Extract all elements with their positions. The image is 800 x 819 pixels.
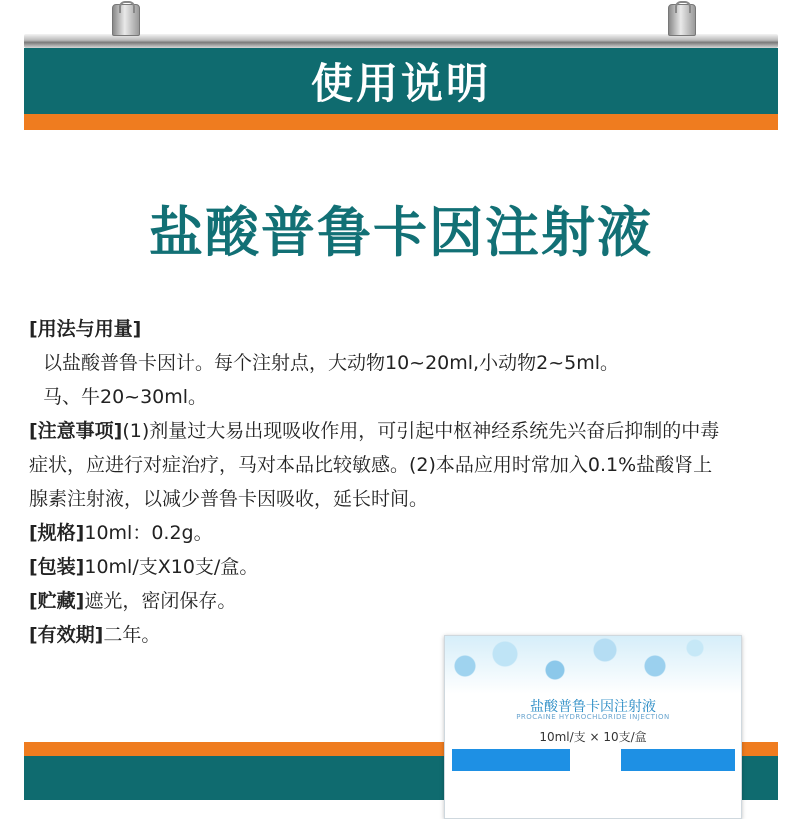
validity-label: [有效期] — [29, 624, 104, 646]
usage-line-2: 马、牛20~30ml。 — [43, 386, 208, 408]
packing-label: [包装] — [29, 556, 85, 578]
precautions-line-2: 症状，应进行对症治疗，马对本品比较敏感。(2)本品应用时常加入0.1%盐酸肾上 — [29, 454, 713, 476]
spec-label: [规格] — [29, 522, 85, 544]
right-clip-icon — [668, 4, 696, 36]
instruction-poster — [24, 48, 778, 800]
box-product-english-name: PROCAINE HYDROCHLORIDE INJECTION — [516, 713, 670, 721]
storage-label: [贮藏] — [29, 590, 85, 612]
header-accent-stripe — [24, 114, 778, 130]
precautions-text-1: (1)剂量过大易出现吸收作用，可引起中枢神经系统先兴奋后抑制的中毒 — [122, 420, 720, 442]
precautions-line-3: 腺素注射液，以减少普鲁卡因吸收，延长时间。 — [29, 488, 429, 510]
usage-label: [用法与用量] — [29, 318, 142, 340]
precautions-label: [注意事项] — [29, 420, 123, 442]
box-blue-bar-right — [621, 749, 735, 771]
usage-label-line — [29, 312, 769, 346]
storage-line — [29, 584, 769, 618]
left-clip-icon — [112, 4, 140, 36]
box-blue-bar-left — [452, 749, 570, 771]
header-band — [24, 48, 778, 114]
box-splash-graphic — [445, 636, 741, 694]
product-title: 盐酸普鲁卡因注射液 — [149, 201, 653, 264]
packing-line — [29, 550, 769, 584]
spec-value: 10ml：0.2g。 — [84, 522, 213, 544]
validity-value: 二年。 — [103, 624, 161, 646]
header-title: 使用说明 — [310, 59, 491, 108]
box-product-name: 盐酸普鲁卡因注射液 — [530, 699, 656, 715]
usage-line-1: 以盐酸普鲁卡因计。每个注射点，大动物10~20ml,小动物2~5ml。 — [43, 352, 619, 374]
storage-value: 遮光，密闭保存。 — [84, 590, 237, 612]
instruction-content — [29, 312, 769, 652]
packing-value: 10ml/支X10支/盒。 — [84, 556, 259, 578]
product-box-image — [444, 635, 742, 819]
hanging-rod — [24, 34, 778, 48]
spec-line — [29, 516, 769, 550]
precautions-line-1 — [29, 414, 769, 448]
box-pack-spec: 10ml/支 × 10支/盒 — [539, 730, 647, 744]
